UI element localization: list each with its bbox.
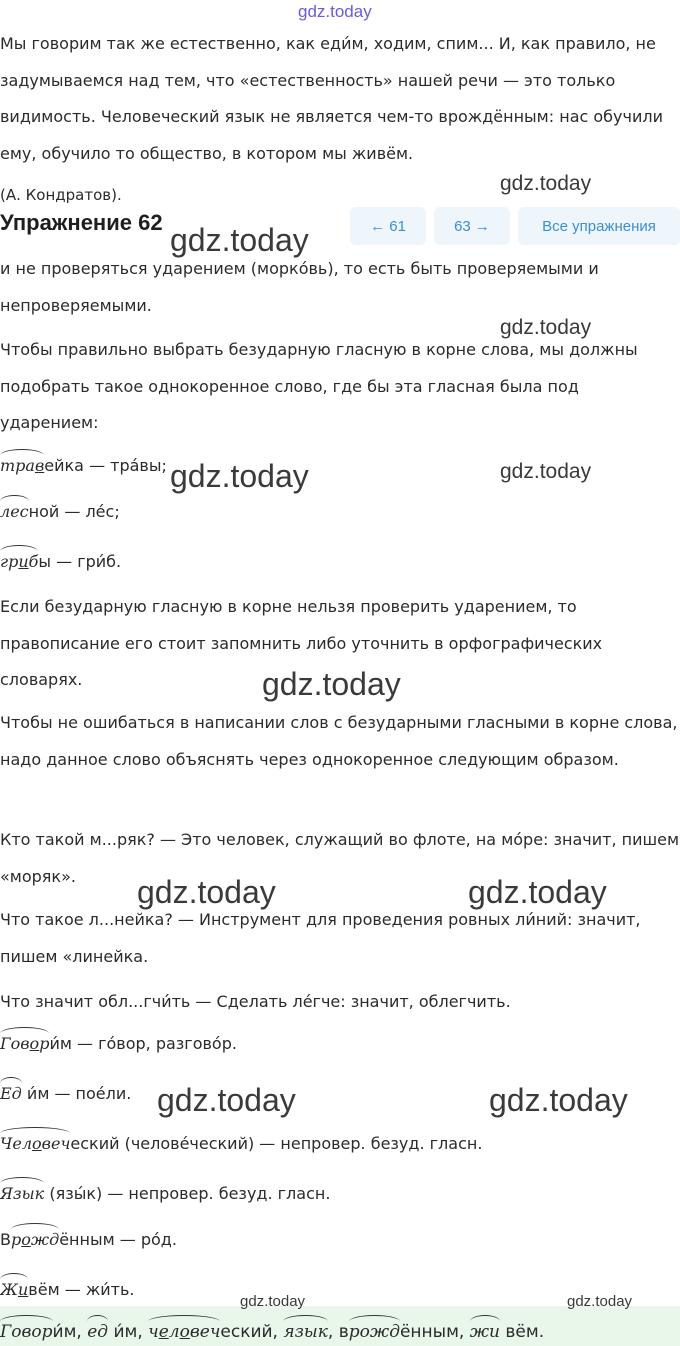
text-paragraph-6: Кто такой м...ряк? — Это человек, служащий во флоте, на мо́ре: значит, пишем «моряк». (0, 830, 680, 886)
root-mark: рожд (348, 1322, 400, 1342)
analysis-line-5: Врождённым — ро́д. (0, 1230, 177, 1249)
watermark: gdz.today (567, 1293, 633, 1310)
root-mark: Человеч (0, 1134, 71, 1153)
answer-line: Говори́м, ед и́м, человеческий, язык, врождённым, жи вём. (0, 1322, 545, 1342)
root-mark: рожд (10, 1230, 60, 1249)
watermark-top: gdz.today (298, 2, 372, 21)
root-mark: Говор (0, 1034, 50, 1053)
analysis-line-1: Говори́м — го́вор, разгово́р. (0, 1034, 237, 1053)
root-mark: гриб (0, 552, 39, 571)
root-mark: лес (0, 502, 29, 521)
example-line-1: травейка — тра́вы; (0, 456, 167, 475)
text-paragraph-3: Чтобы правильно выбрать безударную гласную в корне слова, мы должны подобрать такое однокоренное слово, где бы эта гласная была под ударением: (0, 340, 638, 432)
root-mark: Язык (0, 1184, 45, 1203)
watermark: gdz.today (170, 458, 309, 494)
root-mark: Говор (0, 1322, 53, 1342)
text-paragraph-2: и не проверяться ударением (морко́вь), то есть быть проверяемыми и непроверяемыми. (0, 259, 599, 315)
text-paragraph-7: Что такое л...нейка? — Инструмент для проведения ровных ли́ний: значит, пишем «линейка. (0, 910, 641, 966)
example-line-2: лесной — ле́с; (0, 502, 120, 521)
exercise-heading: Упражнение 62 (0, 210, 163, 235)
text-paragraph-8: Что значит обл...гчи́ть — Сделать ле́гче: значит, облегчить. (0, 992, 511, 1011)
author-credit: (А. Кондратов). (0, 186, 122, 204)
analysis-line-3: Человеческий (челове́ческий) — непровер. безуд. гласн. (0, 1134, 483, 1153)
analysis-line-4: Язык (язы́к) — непровер. безуд. гласн. (0, 1184, 331, 1203)
watermark: gdz.today (500, 172, 592, 195)
root-mark: жи (469, 1322, 500, 1342)
watermark: gdz.today (262, 666, 401, 702)
all-exercises-button[interactable]: Все упражнения (518, 207, 680, 245)
text-paragraph-5: Чтобы не ошибаться в написании слов с безударными гласными в корне слова, надо данное слово объяснять через однокоренное следующим образом. (0, 713, 678, 769)
watermark: gdz.today (170, 222, 309, 258)
watermark: gdz.today (500, 316, 592, 339)
root-mark: Ед (0, 1084, 22, 1103)
watermark: gdz.today (240, 1293, 306, 1310)
root-mark: ед (87, 1322, 109, 1342)
root-mark: Жи (0, 1280, 29, 1299)
analysis-line-6: Живём — жи́ть. (0, 1280, 135, 1299)
root-mark: язык (283, 1322, 328, 1342)
watermark: gdz.today (137, 874, 276, 910)
watermark: gdz.today (500, 460, 592, 483)
next-exercise-button[interactable]: 63 → (434, 207, 510, 245)
analysis-line-2: Ед и́м — пое́ли. (0, 1084, 132, 1103)
root-mark: человеч (148, 1322, 221, 1342)
watermark: gdz.today (468, 874, 607, 910)
example-line-3: грибы — гри́б. (0, 552, 122, 571)
root-mark: трав (0, 456, 45, 475)
prev-exercise-button[interactable]: ← 61 (350, 207, 426, 245)
text-paragraph-4: Если безударную гласную в корне нельзя проверить ударением, то правописание его стоит запомнить либо уточнить в орфографических словарях. (0, 597, 603, 689)
text-paragraph-1: Мы говорим так же естественно, как еди́м, ходим, спим... И, как правило, не задумываемся над тем, что «естественность» нашей речи — это только видимость. Человеческий язык не является чем-то врождённым: нас обучили ему, обучило то общество, в котором мы живём. (0, 34, 663, 163)
watermark: gdz.today (489, 1082, 628, 1118)
watermark: gdz.today (157, 1082, 296, 1118)
